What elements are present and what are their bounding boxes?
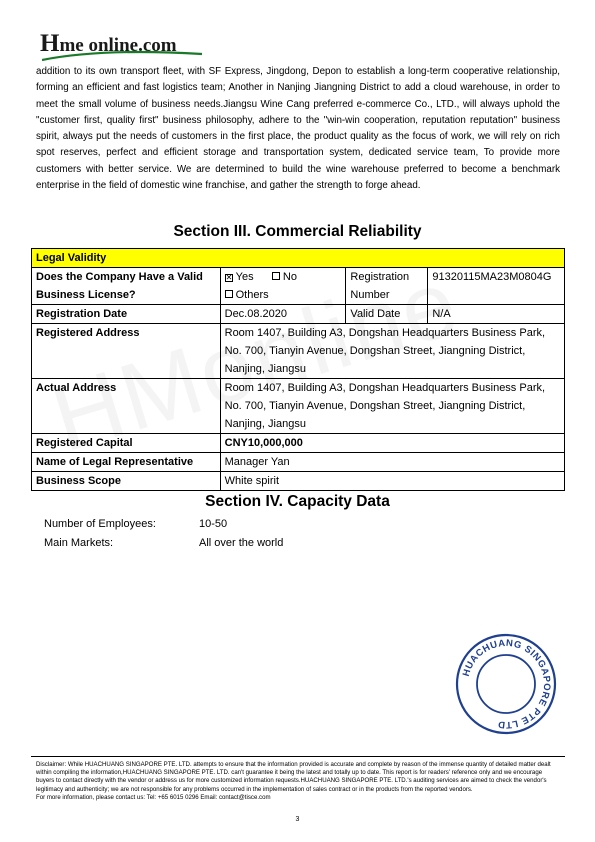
no-checkbox-icon xyxy=(272,272,280,280)
footer xyxy=(36,761,560,802)
markets-value: All over the world xyxy=(199,537,284,549)
reg-number-value: 91320115MA23M0804G xyxy=(428,268,565,305)
page-number: 3 xyxy=(295,816,300,823)
reg-date-value: Dec.08.2020 xyxy=(220,305,346,324)
reg-number-label: Registration Number xyxy=(346,268,428,305)
license-label: Does the Company Have a Valid Business License? xyxy=(32,268,221,305)
reg-address-label: Registered Address xyxy=(32,324,221,379)
markets-label: Main Markets: xyxy=(44,537,114,549)
license-options xyxy=(220,268,346,305)
legal-validity-table xyxy=(31,248,565,491)
no-label: No xyxy=(282,271,297,283)
legal-rep-value: Manager Yan xyxy=(220,453,564,472)
yes-label: Yes xyxy=(235,271,254,283)
intro-paragraph: addition to its own transport fleet, with SF Express, Jingdong, Depon to establish a long-term cooperative relationship, forming an efficient and fast logistics team; Another in Nanjing Jiangning District to add a cloud warehouse, in order to meet the small volume of business needs.Jiangsu Wine Cang preferred e-commerce Co., LTD., will always uphold the "customer first, quality first" business philosophy, adhere to the "win-win cooperation, reputation reputation" business spirit, always put the needs of customers in the first place, the product quality as the focus of work, we will rely on rich spot reserves, perfect and efficient storage and transportation system, dedicated service team, To provide more customers with better service. We are determined to build the wine warehouse preferred to become a benchmark enterprise in the field of domestic wine franchise, and gather the strength to forge ahead. xyxy=(36,66,560,192)
capital-label: Registered Capital xyxy=(32,434,221,453)
section-4-title: Section IV. Capacity Data xyxy=(205,493,390,510)
disclaimer-text: Disclaimer: While HUACHUANG SINGAPORE PTE. LTD. attempts to ensure that the information provided is accurate and complete by reason of the immense quantity of detailed matter dealt within compiling the information,HUACHUANG SINGAPORE PTE. LTD. can't guarantee it being the latest and totally up to date. This report is for readers' reference only and we encourage buyers to contact directly with the vendor or address us for more customized information requests.HUACHUANG SINGAPORE PTE. LTD.'s auditing services are aimed to check the vendor's legitimacy and authenticity; we are not responsible for any problems occurred in the implementation of sales contract or in the products from the reported vendors. xyxy=(36,761,551,793)
valid-date-label: Valid Date xyxy=(346,305,428,324)
logo-swoosh-icon xyxy=(42,50,207,64)
business-scope-label: Business Scope xyxy=(32,472,221,491)
reg-date-label: Registration Date xyxy=(32,305,221,324)
employees-label: Number of Employees: xyxy=(44,518,156,530)
svg-text:HUACHUANG SINGAPORE PTE LTD: HUACHUANG SINGAPORE PTE LTD xyxy=(460,637,553,731)
section-3-title: Section III. Commercial Reliability xyxy=(173,223,422,240)
company-seal-stamp xyxy=(455,633,557,735)
reg-address-value: Room 1407, Building A3, Dongshan Headquarters Business Park, No. 700, Tianyin Avenue, Dongshan Street, Jiangning District, Nanjing, Jiangsu xyxy=(220,324,564,379)
others-label: Others xyxy=(235,289,269,301)
legal-validity-header: Legal Validity xyxy=(32,249,565,268)
actual-address-value: Room 1407, Building A3, Dongshan Headquarters Business Park, No. 700, Tianyin Avenue, Dongshan Street, Jiangning District, Nanjing, Jiangsu xyxy=(220,379,564,434)
logo-text: Hme online.com xyxy=(40,30,177,57)
logo xyxy=(40,30,205,60)
contact-text: For more information, please contact us: Tel: +65 6015 0296 Email: contact@tisce.com xyxy=(36,793,271,801)
actual-address-label: Actual Address xyxy=(32,379,221,434)
legal-rep-label: Name of Legal Representative xyxy=(32,453,221,472)
valid-date-value: N/A xyxy=(428,305,565,324)
others-checkbox-icon xyxy=(225,290,233,298)
capital-value: CNY10,000,000 xyxy=(220,434,564,453)
yes-checkbox-icon: ✕ xyxy=(225,273,233,282)
business-scope-value: White spirit xyxy=(220,472,564,491)
employees-value: 10-50 xyxy=(199,518,228,530)
footer-divider xyxy=(31,756,565,757)
